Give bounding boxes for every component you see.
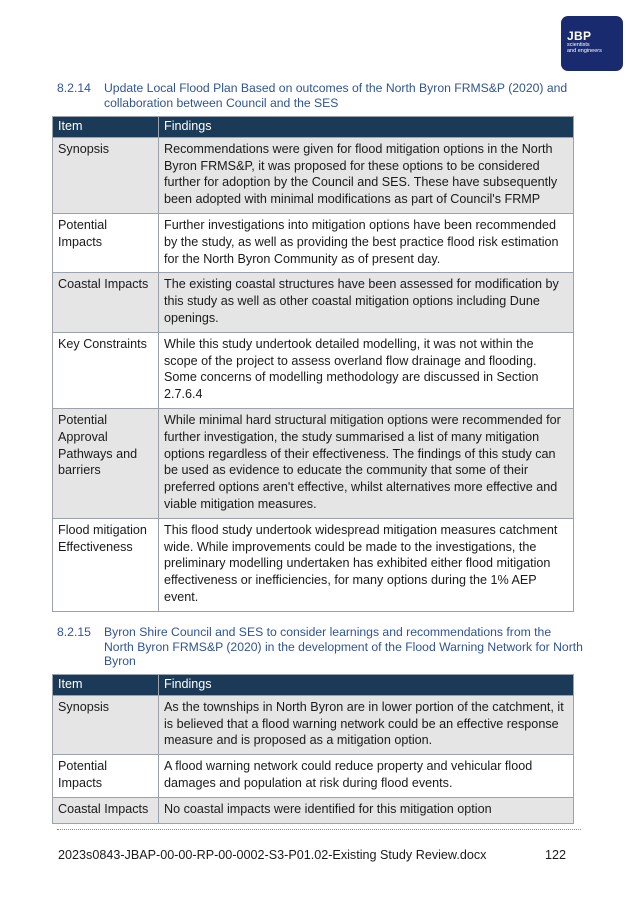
section-8-2-14-heading (57, 81, 583, 110)
section-number: 8.2.15 (57, 625, 91, 639)
table-row (53, 518, 574, 611)
table-row (53, 695, 574, 754)
logo-brand: JBP (567, 29, 592, 43)
header-item: Item (53, 117, 159, 138)
section-8-2-15-heading (57, 625, 583, 669)
row-item: Synopsis (53, 137, 159, 213)
logo-tagline-2: and engineers (567, 48, 602, 54)
row-findings: Further investigations into mitigation options have been recommended by the study, as well as providing the best practice flood risk estimation for the North Byron Community as of present day. (159, 213, 574, 272)
section-title: Update Local Flood Plan Based on outcomes of the North Byron FRMS&P (2020) and collaboration between Council and the SES (104, 81, 568, 110)
row-item: Coastal Impacts (53, 797, 159, 823)
findings-table-8-2-14 (52, 116, 574, 612)
table-header-row (53, 117, 574, 138)
row-item: Coastal Impacts (53, 273, 159, 332)
table-row (53, 755, 574, 798)
findings-table-8-2-15 (52, 674, 574, 824)
row-findings: While minimal hard structural mitigation options were recommended for further investigation, the study summarised a list of many mitigation options regardless of their effectiveness. The findings of this study can be used as evidence to educate the community that some of their preferred options aren't effective, whilst alternatives more effective and viable mitigation measures. (159, 408, 574, 518)
section-number: 8.2.14 (57, 81, 91, 95)
table-row (53, 408, 574, 518)
table-row (53, 797, 574, 823)
table-row (53, 332, 574, 408)
row-findings: As the townships in North Byron are in lower portion of the catchment, it is believed that a flood warning network could be an effective response measure and is proposed as a mitigation option. (159, 695, 574, 754)
row-item: Potential Impacts (53, 755, 159, 798)
row-findings: No coastal impacts were identified for this mitigation option (159, 797, 574, 823)
row-item: Flood mitigation Effectiveness (53, 518, 159, 611)
row-item: Synopsis (53, 695, 159, 754)
row-item: Potential Impacts (53, 213, 159, 272)
footer-document-name: 2023s0843-JBAP-00-00-RP-00-0002-S3-P01.02-Existing Study Review.docx (58, 848, 487, 862)
row-findings: Recommendations were given for flood mitigation options in the North Byron FRMS&P, it was proposed for these options to be considered further for adoption by the Council and SES. These have subsequently been adopted with minimal modifications as part of Council's FRMP (159, 137, 574, 213)
row-findings: While this study undertook detailed modelling, it was not within the scope of the project to assess overland flow drainage and flooding. Some concerns of modelling methodology are discussed in Section 2.7.6.4 (159, 332, 574, 408)
row-findings: This flood study undertook widespread mitigation measures catchment wide. While improvements could be made to the investigations, the preliminary modelling undertaken has exhibited either flood mitigation effectiveness or inefficiencies, for many options during the 1% AEP event. (159, 518, 574, 611)
section-title: Byron Shire Council and SES to consider learnings and recommendations from the North Byron FRMS&P (2020) in the development of the Flood Warning Network for North Byron (104, 625, 583, 668)
row-item: Potential Approval Pathways and barriers (53, 408, 159, 518)
table-row (53, 273, 574, 332)
header-item: Item (53, 675, 159, 696)
table-header-row (53, 675, 574, 696)
row-findings: The existing coastal structures have been assessed for modification by this study as well as other coastal mitigation options including Dune openings. (159, 273, 574, 332)
header-findings: Findings (159, 675, 574, 696)
header-findings: Findings (159, 117, 574, 138)
footer-divider (57, 829, 581, 830)
table-row (53, 137, 574, 213)
logo-tagline-1: scientists (567, 42, 590, 48)
table-row (53, 213, 574, 272)
footer-page-number: 122 (545, 848, 567, 862)
row-findings: A flood warning network could reduce property and vehicular flood damages and population at risk during flood events. (159, 755, 574, 798)
company-logo (561, 16, 623, 71)
row-item: Key Constraints (53, 332, 159, 408)
